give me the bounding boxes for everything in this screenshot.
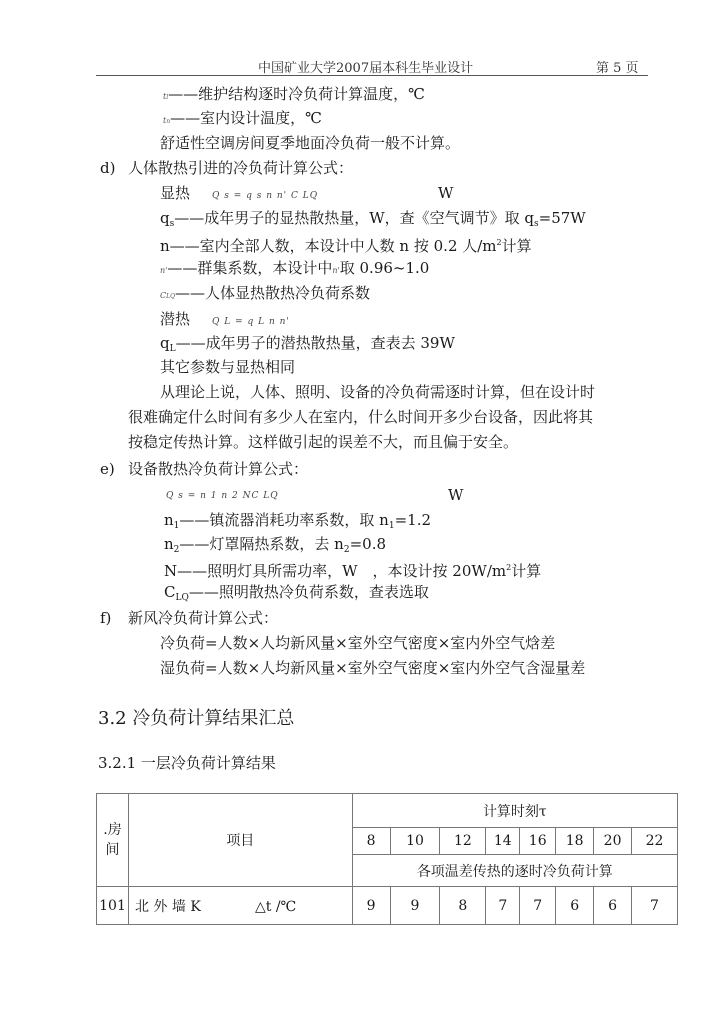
qs-line: [160, 209, 586, 233]
wet-load-formula: 湿负荷=人数×人均新风量×室外空气密度×室内外空气含湿量差: [160, 659, 586, 677]
N-superscript: 2: [506, 563, 512, 572]
n2-line: [164, 535, 386, 559]
subsection-heading: 3.2.1 一层冷负荷计算结果: [98, 754, 276, 772]
hour-cell: 20: [594, 828, 632, 855]
room-cell: 101: [97, 887, 129, 925]
value-cell: 6: [556, 887, 594, 925]
table-row: [97, 887, 678, 925]
ql-line: [160, 334, 455, 358]
nprime-symbol: n': [160, 266, 168, 275]
tn-text: ——室内设计温度，℃: [170, 109, 322, 127]
hour-cell: 16: [520, 828, 556, 855]
equip-formula: Q s = n 1 n 2 NC LQ: [166, 491, 279, 501]
unit-w-2: W: [448, 486, 464, 504]
qs-tail: =57W: [538, 209, 586, 227]
clq2-line: [164, 583, 429, 607]
cool-load-formula: 冷负荷=人数×人均新风量×室外空气密度×室内外空气焓差: [160, 634, 556, 652]
subheader-cell: 各项温差传热的逐时冷负荷计算: [352, 855, 677, 887]
ql-text: ——成年男子的潜热散热量，查表去 39W: [175, 334, 455, 352]
paragraph-line-3: 按稳定传热计算。这样做引起的误差不大，而且偏于安全。: [128, 433, 519, 451]
n1-subscript-2: 1: [388, 521, 395, 531]
qs-subscript-2: s: [534, 219, 539, 229]
unit-w-1: W: [438, 184, 454, 202]
n1-symbol: n: [164, 511, 174, 529]
nprime-symbol-2: n': [332, 266, 340, 275]
tn-symbol: t: [163, 116, 167, 125]
qs-subscript: s: [169, 219, 175, 229]
tn-subscript: n: [166, 118, 171, 125]
item-e-title: 设备散热冷负荷计算公式：: [128, 460, 309, 478]
clq-symbol: C: [160, 291, 167, 300]
clq-text: ——人体显热散热冷负荷系数: [175, 284, 371, 302]
value-cell: 8: [440, 887, 486, 925]
tl-line: [163, 85, 425, 107]
table-row: [97, 794, 678, 828]
value-cell: 7: [520, 887, 556, 925]
n1-line: [164, 511, 431, 535]
n-superscript: 2: [496, 238, 502, 247]
header-rule: [96, 75, 648, 76]
value-cell: 7: [632, 887, 678, 925]
cooling-load-table: [96, 793, 678, 925]
clq2-text: ——照明散热冷负荷系数，查表选取: [188, 583, 429, 601]
n1-tail: =1.2: [394, 511, 432, 529]
tl-subscript: l: [166, 94, 169, 101]
n-text: n——室内全部人数，本设计中人数 n 按 0.2 人/m: [160, 237, 497, 255]
value-cell: 9: [390, 887, 440, 925]
room-header: .房 间: [97, 794, 129, 887]
tl-text: ——维护结构逐时冷负荷计算温度，℃: [168, 85, 425, 103]
value-cell: 9: [352, 887, 390, 925]
N-tail: 计算: [511, 562, 542, 580]
item-f-label: f): [100, 609, 112, 627]
clq2-subscript: LQ: [175, 593, 189, 603]
clq-subscript: LQ: [166, 293, 176, 300]
qs-symbol: q: [160, 209, 170, 227]
n2-text: ——灯罩隔热系数，去 n: [179, 535, 344, 553]
n2-subscript: 2: [173, 545, 180, 555]
latent-label: 潜热: [160, 310, 191, 328]
n2-symbol: n: [164, 535, 174, 553]
nprime-text: ——群集系数，本设计中: [167, 259, 333, 277]
tn-line: [163, 109, 322, 131]
item-cell: [128, 887, 352, 925]
hour-cell: 10: [390, 828, 440, 855]
n1-subscript: 1: [173, 521, 180, 531]
tl-symbol: t: [163, 92, 167, 101]
item-header: 项目: [128, 794, 352, 887]
ql-subscript: L: [169, 344, 176, 354]
n2-tail: =0.8: [349, 535, 387, 553]
item-d-label: d): [100, 159, 116, 177]
value-cell: 6: [594, 887, 632, 925]
hour-cell: 22: [632, 828, 678, 855]
sensible-formula: Q s = q s n n' C LQ: [212, 191, 319, 201]
ql-symbol: q: [160, 334, 170, 352]
n2-subscript-2: 2: [343, 545, 350, 555]
item-f-title: 新风冷负荷计算公式：: [128, 609, 279, 627]
hour-cell: 12: [440, 828, 486, 855]
other-params: 其它参数与显热相同: [160, 358, 296, 376]
item-d-title: 人体散热引进的冷负荷计算公式：: [128, 159, 354, 177]
page-number: 第 5 页: [596, 61, 639, 76]
hour-cell: 18: [556, 828, 594, 855]
qs-text: ——成年男子的显热散热量，W，查《空气调节》取 q: [174, 209, 535, 227]
value-cell: 7: [486, 887, 520, 925]
n-tail: 计算: [501, 237, 532, 255]
item-name: 北 外 墙 K: [134, 898, 201, 915]
ground-note: 舒适性空调房间夏季地面冷负荷一般不计算。: [160, 134, 461, 152]
sensible-label: 显热: [160, 184, 191, 202]
paragraph-line-2: 很难确定什么时间有多少人在室内，什么时间开多少台设备，因此将其: [128, 408, 594, 426]
header-title: 中国矿业大学2007届本科生毕业设计: [258, 61, 474, 76]
paragraph-line-1: 从理论上说，人体、照明、设备的冷负荷需逐时计算，但在设计时: [160, 383, 596, 401]
item-param: △t /℃: [254, 898, 297, 915]
time-header: 计算时刻τ: [352, 794, 677, 828]
nprime-line: [160, 259, 429, 280]
clq2-symbol: C: [164, 583, 176, 601]
latent-formula: Q L = q L n n': [212, 317, 290, 327]
N-text: N——照明灯具所需功率，W ，本设计按 20W/m: [164, 562, 507, 580]
section-heading: 3.2 冷负荷计算结果汇总: [98, 708, 295, 729]
N-line: [164, 559, 541, 580]
clq-line: [160, 284, 370, 306]
nprime-tail: 取 0.96~1.0: [339, 259, 430, 277]
hour-cell: 8: [352, 828, 390, 855]
item-e-label: e): [100, 460, 115, 478]
n-line: [160, 234, 532, 255]
n1-text: ——镇流器消耗功率系数，取 n: [179, 511, 389, 529]
hour-cell: 14: [486, 828, 520, 855]
